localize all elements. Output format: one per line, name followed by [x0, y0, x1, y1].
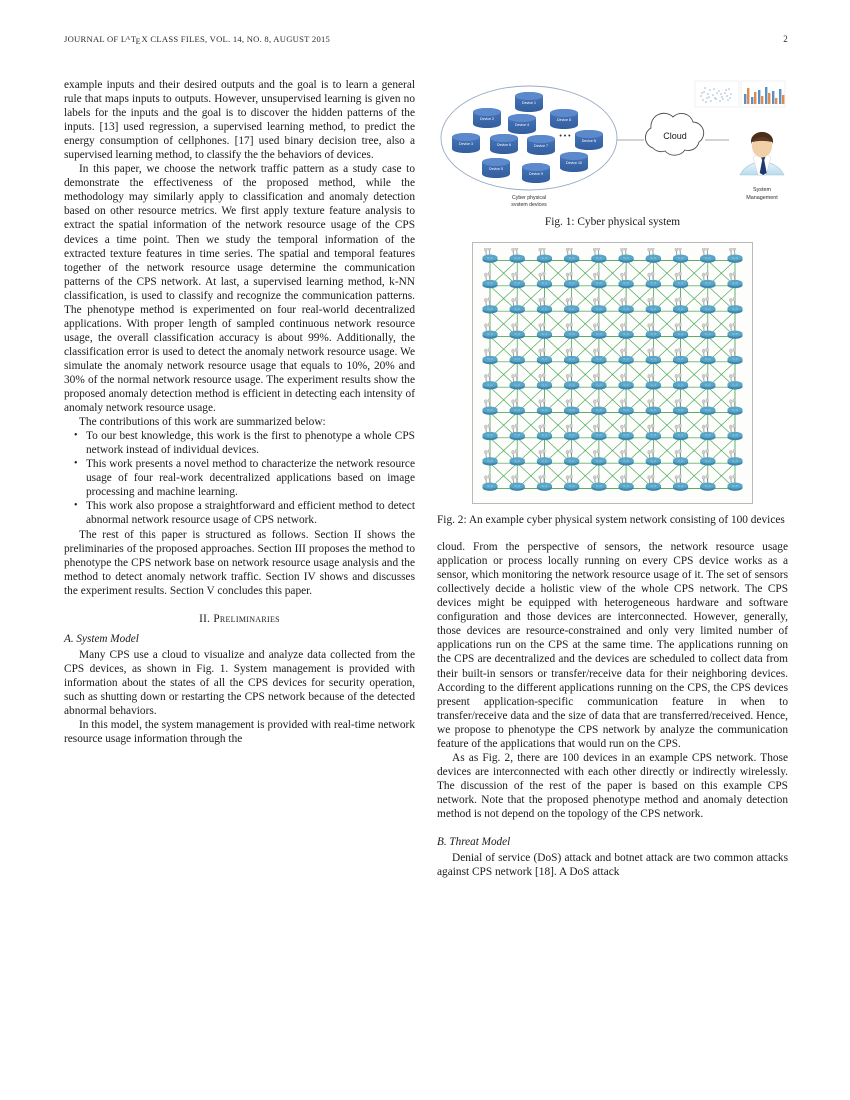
left-column: [64, 78, 415, 746]
network-device-node: [728, 449, 743, 465]
network-device-node: [591, 475, 606, 491]
list-item: • This work also propose a straightforward and efficient method to detect abnormal network resource usage of CPS network.: [86, 499, 415, 527]
paragraph: Denial of service (DoS) attack and botnet attack are two common attacks against CPS network [18]. A DoS attack: [437, 852, 788, 879]
device-nodes: [452, 92, 603, 183]
latex-x: X: [141, 34, 149, 44]
network-device-node: [728, 373, 743, 389]
network-device-node: [483, 348, 498, 364]
two-column-body: [64, 78, 788, 879]
network-device-node: [728, 348, 743, 364]
latex-a: A: [125, 35, 130, 43]
network-device-node: [700, 424, 715, 440]
network-device-node: [591, 373, 606, 389]
cps-system-diagram: [437, 78, 788, 206]
device-label: Device 8: [557, 118, 571, 122]
section-heading: II. Preliminaries: [199, 612, 280, 625]
latex-l: L: [120, 34, 127, 44]
device-label: Device 4: [515, 123, 529, 127]
network-device-node: [564, 272, 579, 288]
device-label: Device 9: [529, 172, 543, 176]
figure-2-caption: Fig. 2: An example cyber physical system network consisting of 100 devices: [437, 514, 785, 527]
network-device-node: [564, 399, 579, 415]
device-label: Device 3: [459, 142, 473, 146]
network-device-node: [700, 475, 715, 491]
network-device-node: [483, 399, 498, 415]
network-device-node: [483, 373, 498, 389]
network-device-node: [537, 348, 552, 364]
device-node: [575, 130, 603, 150]
system-management-label-line1: System: [753, 187, 771, 193]
latex-e: E: [135, 36, 141, 46]
network-device-node: [646, 297, 661, 313]
network-device-node: [673, 323, 688, 339]
list-item: • To our best knowledge, this work is the first to phenotype a whole CPS network instead of individual devices.: [86, 429, 415, 457]
network-device-node: [510, 475, 525, 491]
network-device-node: [646, 424, 661, 440]
network-device-node: [510, 323, 525, 339]
journal-title: [64, 34, 330, 44]
network-device-node: [537, 424, 552, 440]
network-device-node: [591, 449, 606, 465]
network-device-node: [646, 248, 661, 263]
network-device-node: [728, 323, 743, 339]
subsection-heading: A. System Model: [64, 632, 139, 645]
network-device-node: [673, 475, 688, 491]
network-device-node: [646, 475, 661, 491]
network-device-node: [510, 399, 525, 415]
paragraph: As as Fig. 2, there are 100 devices in an example CPS network. Those devices are interconnected with each other directly or indirectly wirelessly. The discussion of the rest of the paper is based on this example CPS network. Note that the proposed phenotype method and anomaly detection method is not depend on the topology of the CPS network.: [437, 751, 788, 820]
network-device-node: [591, 272, 606, 288]
network-device-node: [619, 399, 634, 415]
device-node: [482, 158, 510, 178]
mesh-links: [490, 261, 735, 489]
device-node: [527, 135, 555, 155]
subsection-heading: B. Threat Model: [437, 836, 511, 849]
list-item: • This work presents a novel method to characterize the network resource usage of four real-work decentralized applications based on image processing and machine learning.: [86, 457, 415, 499]
paragraph: example inputs and their desired outputs and the goal is to learn a general rule that maps inputs to outputs. However, unsupervised learning is given no labels for the inputs and the goal is to discover the hidden patterns of the inputs. [13] used regression, a supervised learning method, to predict the energy consumption of cellphones. [17] used binary decision tree, also a supervised learning method, to classify the the behaviors of devices.: [64, 79, 415, 162]
network-device-node: [483, 323, 498, 339]
network-device-node: [619, 475, 634, 491]
figure-2: [437, 242, 788, 527]
network-device-node: [510, 248, 525, 263]
network-device-node: [619, 248, 634, 263]
network-device-node: [510, 348, 525, 364]
page-number: 2: [783, 34, 788, 44]
network-device-node: [700, 297, 715, 313]
device-node: [522, 163, 550, 183]
paragraph: cloud. From the perspective of sensors, the network resource usage application or process locally running on every CPS device works as a sensor, which monitoring the network resource usage of it. The set of sensors collectively decide a holistic view of the whole CPS network. The CPS devices might be equipped with heterogeneous hardware and software configuration and those devices are interconnected. However, generally, those devices are resource-constrained and only very limited number of applications run on the CPS at the same time. The applications running on the CPS are decentralized and the devices are scheduled to collect data from their built-in sensors or transfer/receive data for their neighboring devices. According to the different applications running on the CPS, the CPS devices present application-specific communication feature in when to transfer/receive data and the size of data that are transferred/received. Hence, we propose to phenotype the CPS network by analyze the communication feature of the applications that would run on the CPS.: [437, 541, 788, 750]
network-device-node: [591, 399, 606, 415]
network-device-node: [537, 449, 552, 465]
network-device-node: [537, 248, 552, 263]
network-device-node: [483, 272, 498, 288]
system-management-avatar: [740, 132, 784, 201]
device-label: Device N: [581, 139, 597, 143]
network-device-node: [673, 449, 688, 465]
network-device-node: [591, 297, 606, 313]
figure-1-caption: Fig. 1: Cyber physical system: [544, 216, 681, 228]
latex-t: T: [130, 34, 137, 44]
network-device-node: [483, 475, 498, 491]
figure-2-frame: [472, 242, 753, 504]
network-device-node: [646, 348, 661, 364]
network-device-node: [673, 272, 688, 288]
network-device-node: [483, 449, 498, 465]
network-device-node: [700, 348, 715, 364]
network-device-node: [700, 272, 715, 288]
device-label: Device 7: [534, 144, 548, 148]
network-device-node: [646, 272, 661, 288]
device-node: [515, 92, 543, 112]
network-device-node: [591, 248, 606, 263]
network-device-node: [619, 323, 634, 339]
network-device-node: [564, 424, 579, 440]
network-device-node: [646, 373, 661, 389]
network-device-node: [700, 323, 715, 339]
network-device-node: [483, 424, 498, 440]
network-device-node: [564, 348, 579, 364]
paragraph: Many CPS use a cloud to visualize and analyze data collected from the CPS devices, as shown in Fig. 1. System management is provided with information about the states of all the CPS devices for security operation, such as shutting down or restarting the CPS network because of the detected abnormal behaviors.: [64, 648, 415, 717]
cps-mesh-network: [478, 248, 747, 498]
network-device-node: [537, 373, 552, 389]
network-device-node: [673, 424, 688, 440]
network-device-node: [700, 399, 715, 415]
network-device-node: [591, 323, 606, 339]
system-management-label-line2: Management: [746, 195, 778, 201]
network-device-node: [510, 373, 525, 389]
figure-1-graphic: [437, 78, 788, 206]
device-group-label-line1: Cyber physical: [511, 195, 547, 201]
device-label: Device 5: [489, 167, 503, 171]
contributions-intro: The contributions of this work are summarized below:: [79, 416, 326, 429]
network-device-node: [728, 399, 743, 415]
network-device-node: [564, 248, 579, 263]
network-device-node: [619, 272, 634, 288]
paragraph: The rest of this paper is structured as follows. Section II shows the preliminaries of the proposed approaches. Section III proposes the method to phenotype the CPS network base on network resource usage analysis and the method to detect anomaly network traffic. Section IV shows and discusses the experiment results. Section V concludes this paper.: [64, 528, 415, 597]
network-device-node: [537, 323, 552, 339]
device-label: Device 6: [497, 143, 511, 147]
network-device-node: [673, 248, 688, 263]
network-device-node: [619, 297, 634, 313]
device-node: [508, 114, 536, 134]
network-device-node: [483, 248, 498, 263]
network-device-node: [646, 323, 661, 339]
network-device-node: [510, 297, 525, 313]
device-label: Device 2: [480, 117, 494, 121]
network-device-node: [564, 475, 579, 491]
network-device-node: [619, 348, 634, 364]
network-device-node: [619, 449, 634, 465]
network-device-node: [728, 475, 743, 491]
network-device-node: [564, 297, 579, 313]
device-group-label-line2: system devices: [511, 202, 547, 206]
device-label: Device 1: [522, 101, 536, 105]
network-device-node: [537, 272, 552, 288]
device-node: [452, 133, 480, 153]
contributions-list: [64, 429, 415, 527]
network-device-node: [728, 248, 743, 263]
network-device-node: [673, 373, 688, 389]
network-device-node: [564, 449, 579, 465]
network-device-node: [700, 248, 715, 263]
journal-title-prefix: JOURNAL OF: [64, 34, 121, 44]
network-device-node: [510, 272, 525, 288]
network-device-node: [564, 323, 579, 339]
figure-2-graphic: [437, 242, 788, 504]
ellipsis-icon: • • •: [559, 133, 571, 140]
network-device-node: [537, 297, 552, 313]
cloud-icon: [645, 113, 703, 155]
network-device-node: [591, 424, 606, 440]
network-device-node: [728, 272, 743, 288]
network-device-node: [619, 373, 634, 389]
mesh-nodes: [483, 248, 743, 491]
network-device-node: [728, 424, 743, 440]
scatter-chart-thumbnail: [695, 81, 739, 107]
figure-1: [437, 78, 788, 229]
network-device-node: [673, 348, 688, 364]
network-device-node: [646, 449, 661, 465]
latex-logo: [121, 34, 148, 44]
cloud-label: Cloud: [663, 131, 687, 141]
device-node: [490, 134, 518, 154]
network-device-node: [728, 297, 743, 313]
network-device-node: [510, 424, 525, 440]
running-head: [64, 34, 788, 44]
network-device-node: [564, 373, 579, 389]
network-device-node: [673, 297, 688, 313]
device-node: [560, 152, 588, 172]
network-device-node: [483, 297, 498, 313]
network-device-node: [673, 399, 688, 415]
network-device-node: [510, 449, 525, 465]
network-device-node: [646, 399, 661, 415]
network-device-node: [537, 475, 552, 491]
right-column: [437, 78, 788, 879]
network-device-node: [537, 399, 552, 415]
network-device-node: [700, 373, 715, 389]
network-device-node: [700, 449, 715, 465]
paragraph: In this paper, we choose the network traffic pattern as a study case to demonstrate the effectiveness of the proposed method, while the methodology may similarly apply to classification and anomaly detection based on other resource metrics. We first apply texture feature analysis to extract the spatial information of the network resource usage of the CPS devices a time point. Then we study the temporal information of the extracted texture features in time series. The spatial and temporal features together of the network resource usage determine the communication patterns of the CPS network. At last, a supervised learning method, k-NN classification, is used to classify and recognize the communication patterns. The phenotype method is experimented on four real-world decentralized applications. With proper length of sampled continuous network resource usage, the overall classification accuracy is about 99%. Additionally, the classification error is used to detect the anomaly network resource usage. We simulate the anomaly network resource usage that equals to 10%, 20% and 30% of the normal network resource usage. The experiment results show the proposed anomaly detection method is efficient in detecting each intensity of anomaly network resource usage.: [64, 163, 415, 415]
device-node: [473, 108, 501, 128]
network-device-node: [591, 348, 606, 364]
paragraph: In this model, the system management is provided with real-time network resource usage information through the: [64, 718, 415, 746]
journal-title-suffix: CLASS FILES, VOL. 14, NO. 8, AUGUST 2015: [148, 34, 331, 44]
analytics-thumbnails: [695, 81, 785, 107]
device-label: Device 10: [566, 161, 582, 165]
device-node: [550, 109, 578, 129]
network-device-node: [619, 424, 634, 440]
